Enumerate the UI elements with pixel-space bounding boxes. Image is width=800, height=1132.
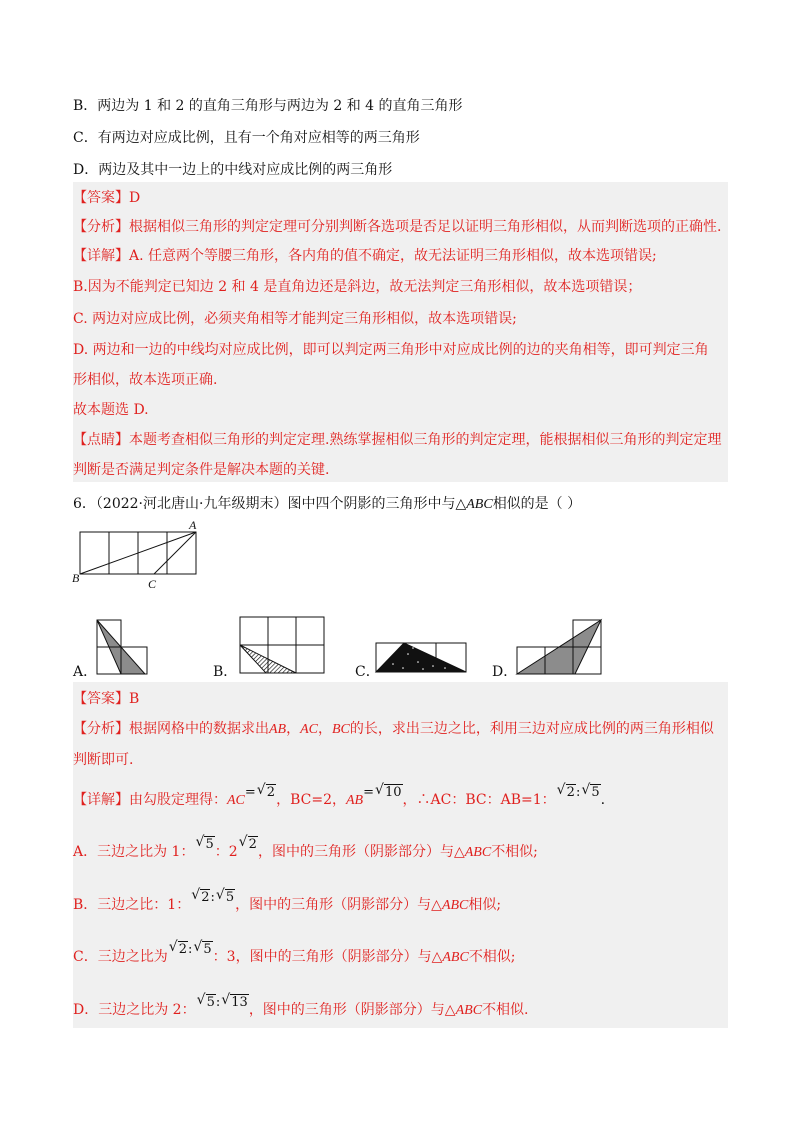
q5-comment2: 判断是否满足判定条件是解决本题的关键. <box>73 462 330 478</box>
q5-detail-b: B.因为不能判定已知边 2 和 4 是直角边还是斜边，故无法判定三角形相似，故本选项错误； <box>73 279 642 295</box>
fig-option-b <box>238 615 328 677</box>
question-number: 6． <box>73 496 96 512</box>
q5-detail-d1: D. 两边和一边的中线均对应成比例，即可以判定两三角形中对应成比例的边的夹角相等，即可判定三角 <box>73 342 709 358</box>
fig-option-c-label: C． <box>355 664 380 680</box>
fig-option-a <box>95 618 155 678</box>
q6-answer: 【答案】B <box>73 691 140 707</box>
q6-option-d: D．三边之比为 2：√ 5:√ 13，图中的三角形（阴影部分）与△ABC不相似. <box>73 1000 529 1021</box>
q5-conclusion: 故本题选 D. <box>73 402 149 418</box>
vertex-b-label: B <box>72 571 80 585</box>
q6-stem: 6．（2022·河北唐山·九年级期末）图中四个阴影的三角形中与△ABC相似的是（ ） <box>73 496 582 512</box>
q6-analysis2: 判断即可. <box>73 752 134 768</box>
q6-option-b: B．三边之比：1：√ 2:√ 5，图中的三角形（阴影部分）与△ABC相似; <box>73 895 501 916</box>
option-c: C．有两边对应成比例，且有一个角对应相等的两三角形 <box>73 130 420 146</box>
q5-comment1: 【点睛】本题考查相似三角形的判定定理.熟练掌握相似三角形的判定定理，能根据相似三角形的判定定理 <box>73 432 722 448</box>
q6-option-c: C．三边之比为√ 2:√ 5：3，图中的三角形（阴影部分）与△ABC不相似; <box>73 947 516 968</box>
q6-main-figure <box>72 514 212 594</box>
q5-detail-d2: 形相似，故本选项正确. <box>73 372 218 388</box>
option-b: B．两边为 1 和 2 的直角三角形与两边为 2 和 4 的直角三角形 <box>73 98 463 114</box>
fig-option-d <box>515 618 605 678</box>
q5-detail-a: 【详解】A. 任意两个等腰三角形，各内角的值不确定，故无法证明三角形相似，故本选项错误; <box>73 248 657 264</box>
vertex-c-label: C <box>148 577 157 591</box>
q5-analysis: 【分析】根据相似三角形的判定定理可分别判断各选项是否足以证明三角形相似，从而判断选项的正确性. <box>73 219 722 235</box>
fig-option-c <box>373 640 473 676</box>
fig-option-d-label: D． <box>492 664 518 680</box>
q5-answer: 【答案】D <box>73 190 141 206</box>
question-source: （2022·河北唐山·九年级期末） <box>95 496 288 512</box>
q5-detail-c: C. 两边对应成比例，必须夹角相等才能判定三角形相似，故本选项错误; <box>73 311 517 327</box>
option-d: D．两边及其中一边上的中线对应成比例的两三角形 <box>73 162 393 178</box>
q6-option-a: A．三边之比为 1：√ 5：2√ 2，图中的三角形（阴影部分）与△ABC不相似; <box>73 842 538 863</box>
fig-option-a-label: A． <box>73 664 98 680</box>
q6-analysis1: 【分析】根据网格中的数据求出AB，AC，BC的长，求出三边之比，利用三边对应成比例的两三角形相似 <box>73 721 714 737</box>
vertex-a-label: A <box>189 518 197 532</box>
fig-option-b-label: B． <box>213 664 238 680</box>
q6-detail: 【详解】由勾股定理得：AC=√ 2，BC=2，AB=√ 10，∴AC：BC：AB=1：√ 2:√ 5. <box>73 790 605 811</box>
